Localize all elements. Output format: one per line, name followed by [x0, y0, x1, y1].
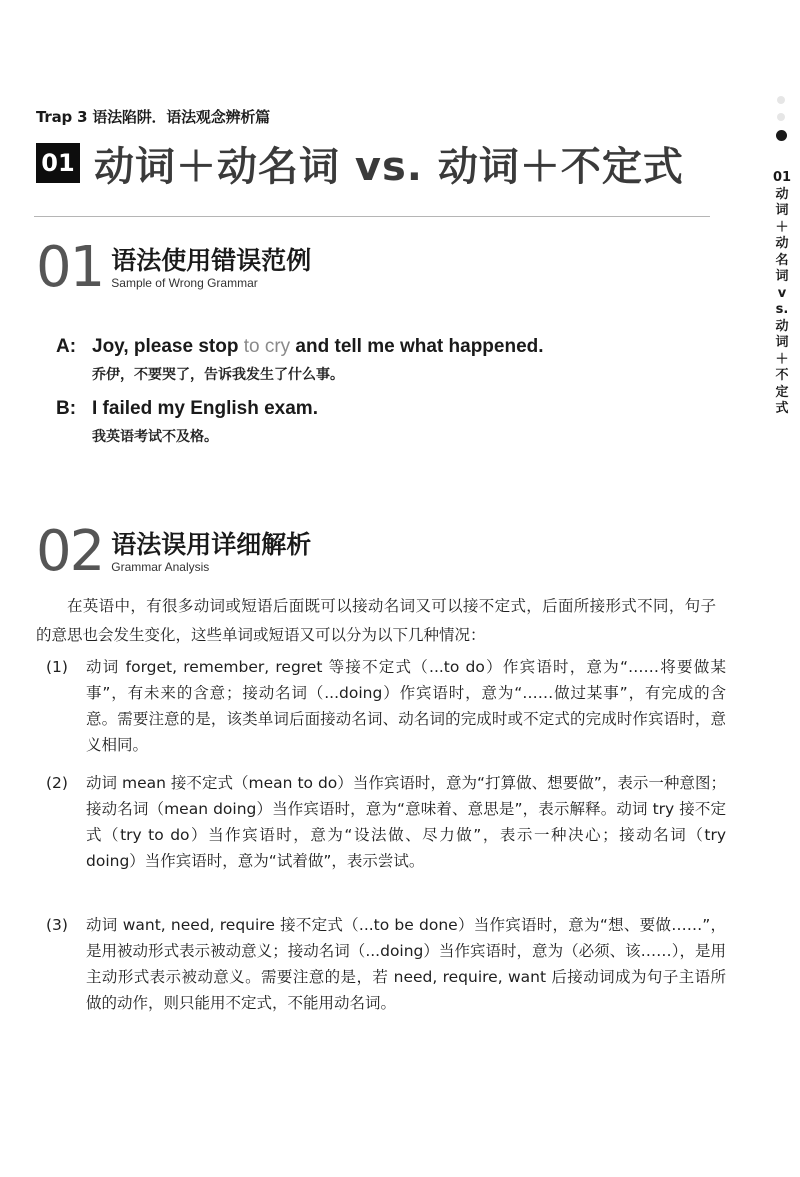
analysis-point-2 [46, 770, 726, 874]
chapter-number-badge: 01 [36, 143, 80, 183]
side-dot [777, 96, 785, 104]
section-1-titles [111, 246, 311, 292]
speaker-label: B: [56, 398, 77, 419]
side-tab-text: 01动词＋动名词vs.动词＋不定式 [772, 170, 792, 416]
section-1-title-en: Sample of Wrong Grammar [111, 276, 258, 290]
section-2-heading [36, 519, 312, 584]
dialogue-line-b [56, 398, 736, 446]
dialogue-english: I failed my English exam. [92, 398, 318, 419]
dialogue-text: Joy, please stop [92, 336, 244, 357]
section-1-number: 01 [36, 235, 104, 300]
section-2-title-cn: 语法误用详细解析 [111, 530, 312, 559]
dialogue-chinese: 乔伊，不要哭了，告诉我发生了什么事。 [92, 367, 344, 383]
dialogue-row [56, 336, 736, 358]
section-2-titles [111, 530, 311, 576]
analysis-point-3 [46, 912, 726, 1016]
chapter-title [36, 138, 684, 188]
dialogue-line-a [56, 336, 736, 384]
section-1-title-cn: 语法使用错误范例 [111, 246, 312, 275]
section-2-title-en: Grammar Analysis [111, 560, 210, 574]
analysis-point-1 [46, 654, 726, 758]
side-nav-dots [776, 96, 786, 151]
dialogue-chinese: 我英语考试不及格。 [92, 429, 218, 445]
analysis-intro: 在英语中，有很多动词或短语后面既可以接动名词又可以接不定式，后面所接形式不同，句子的意思也会发生变化，这些单词或短语又可以分为以下几种情况： [36, 597, 716, 644]
point-text: 动词 mean 接不定式（mean to do）当作宾语时，意为“打算做、想要做”，表示一种意图；接动名词（mean doing）当作宾语时，意为“意味着、意思是”，表示解释。动词 try 接不定式（try to do）当作宾语时，意为“设法做、尽力做”，表示一种决心；接动名词（try doing）当作宾语时，意为“试着做”，表示尝试。 [86, 774, 726, 870]
dialogue-text: and tell me what happened. [290, 336, 544, 357]
dialogue-english [92, 336, 544, 358]
chapter-title-text: 动词＋动名词 vs. 动词＋不定式 [94, 143, 684, 190]
point-text: 动词 forget, remember, regret 等接不定式（...to do）作宾语时，意为“……将要做某事”，有未来的含意；接动名词（...doing）作宾语时，意为“……做过某事”，有完成的含意。需要注意的是，该类单词后面接动名词、动名词的完成时或不定式的完成时作宾语时，意义相同。 [86, 658, 726, 754]
side-dot-active [776, 130, 787, 141]
point-number: (2) [46, 774, 68, 792]
header-divider [34, 216, 710, 217]
point-text: 动词 want, need, require 接不定式（...to be done）当作宾语时，意为“想、要做……”，是用被动形式表示被动意义；接动名词（...doing）当作宾语时，意为（必须、该……），是用主动形式表示被动意义。需要注意的是，若 need, require, want 后接动词成为句子主语所做的动作，则只能用不定式，不能用动名词。 [86, 916, 726, 1012]
section-1-heading [36, 235, 312, 300]
point-number: (3) [46, 916, 68, 934]
wrong-grammar-highlight: to cry [243, 336, 291, 357]
side-dot [777, 113, 785, 121]
trap-label: Trap 3 语法陷阱．语法观念辨析篇 [36, 108, 270, 126]
speaker-label: A: [56, 336, 77, 357]
dialogue-row [56, 398, 736, 420]
section-2-number: 02 [36, 519, 104, 584]
point-number: (1) [46, 658, 68, 676]
